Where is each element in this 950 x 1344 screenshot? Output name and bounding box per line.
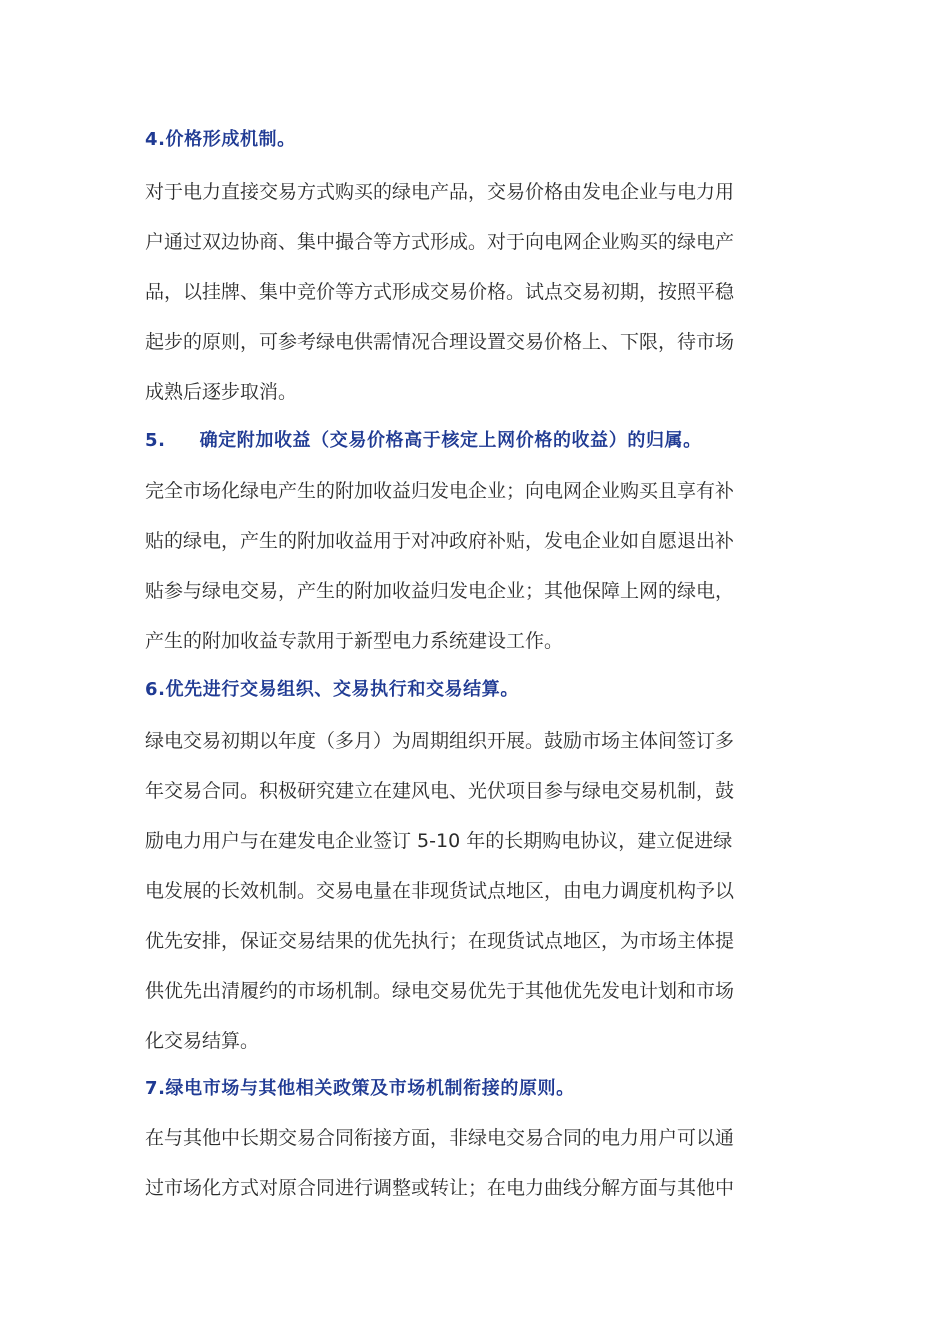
paragraph-line: 绿电交易初期以年度（多月）为周期组织开展。鼓励市场主体间签订多 (145, 730, 735, 752)
section-6-heading: 6.优先进行交易组织、交易执行和交易结算。 (145, 679, 519, 700)
section-5-paragraph (145, 466, 810, 666)
paragraph-line: 产生的附加收益专款用于新型电力系统建设工作。 (145, 630, 564, 652)
paragraph-line: 户通过双边协商、集中撮合等方式形成。对于向电网企业购买的绿电产 (145, 231, 735, 253)
paragraph-line: 贴的绿电，产生的附加收益用于对冲政府补贴，发电企业如自愿退出补 (145, 530, 735, 552)
paragraph-line: 过市场化方式对原合同进行调整或转让；在电力曲线分解方面与其他中 (145, 1177, 735, 1199)
paragraph-line: 在与其他中长期交易合同衔接方面，非绿电交易合同的电力用户可以通 (145, 1127, 735, 1149)
section-7-paragraph (145, 1113, 810, 1213)
section-7-heading: 7.绿电市场与其他相关政策及市场机制衔接的原则。 (145, 1078, 575, 1099)
section-5-heading (145, 429, 702, 453)
section-4-paragraph (145, 167, 810, 417)
paragraph-line: 对于电力直接交易方式购买的绿电产品，交易价格由发电企业与电力用 (145, 181, 735, 203)
paragraph-line: 贴参与绿电交易，产生的附加收益归发电企业；其他保障上网的绿电， (145, 580, 735, 602)
section-4-heading: 4.价格形成机制。 (145, 129, 296, 150)
section-5-title: 确定附加收益（交易价格高于核定上网价格的收益）的归属。 (199, 430, 702, 451)
paragraph-line: 完全市场化绿电产生的附加收益归发电企业；向电网企业购买且享有补 (145, 480, 735, 502)
paragraph-line: 化交易结算。 (145, 1030, 260, 1052)
paragraph-line: 品，以挂牌、集中竞价等方式形成交易价格。试点交易初期，按照平稳 (145, 281, 735, 303)
section-5-number: 5. (145, 430, 166, 451)
paragraph-line: 起步的原则，可参考绿电供需情况合理设置交易价格上、下限，待市场 (145, 331, 735, 353)
section-6-paragraph (145, 716, 810, 1066)
paragraph-line: 励电力用户与在建发电企业签订 5-10 年的长期购电协议，建立促进绿 (145, 830, 733, 852)
paragraph-line: 年交易合同。积极研究建立在建风电、光伏项目参与绿电交易机制，鼓 (145, 780, 735, 802)
paragraph-line: 供优先出清履约的市场机制。绿电交易优先于其他优先发电计划和市场 (145, 980, 735, 1002)
paragraph-line: 优先安排，保证交易结果的优先执行；在现货试点地区，为市场主体提 (145, 930, 735, 952)
paragraph-line: 成熟后逐步取消。 (145, 381, 298, 403)
paragraph-line: 电发展的长效机制。交易电量在非现货试点地区，由电力调度机构予以 (145, 880, 735, 902)
